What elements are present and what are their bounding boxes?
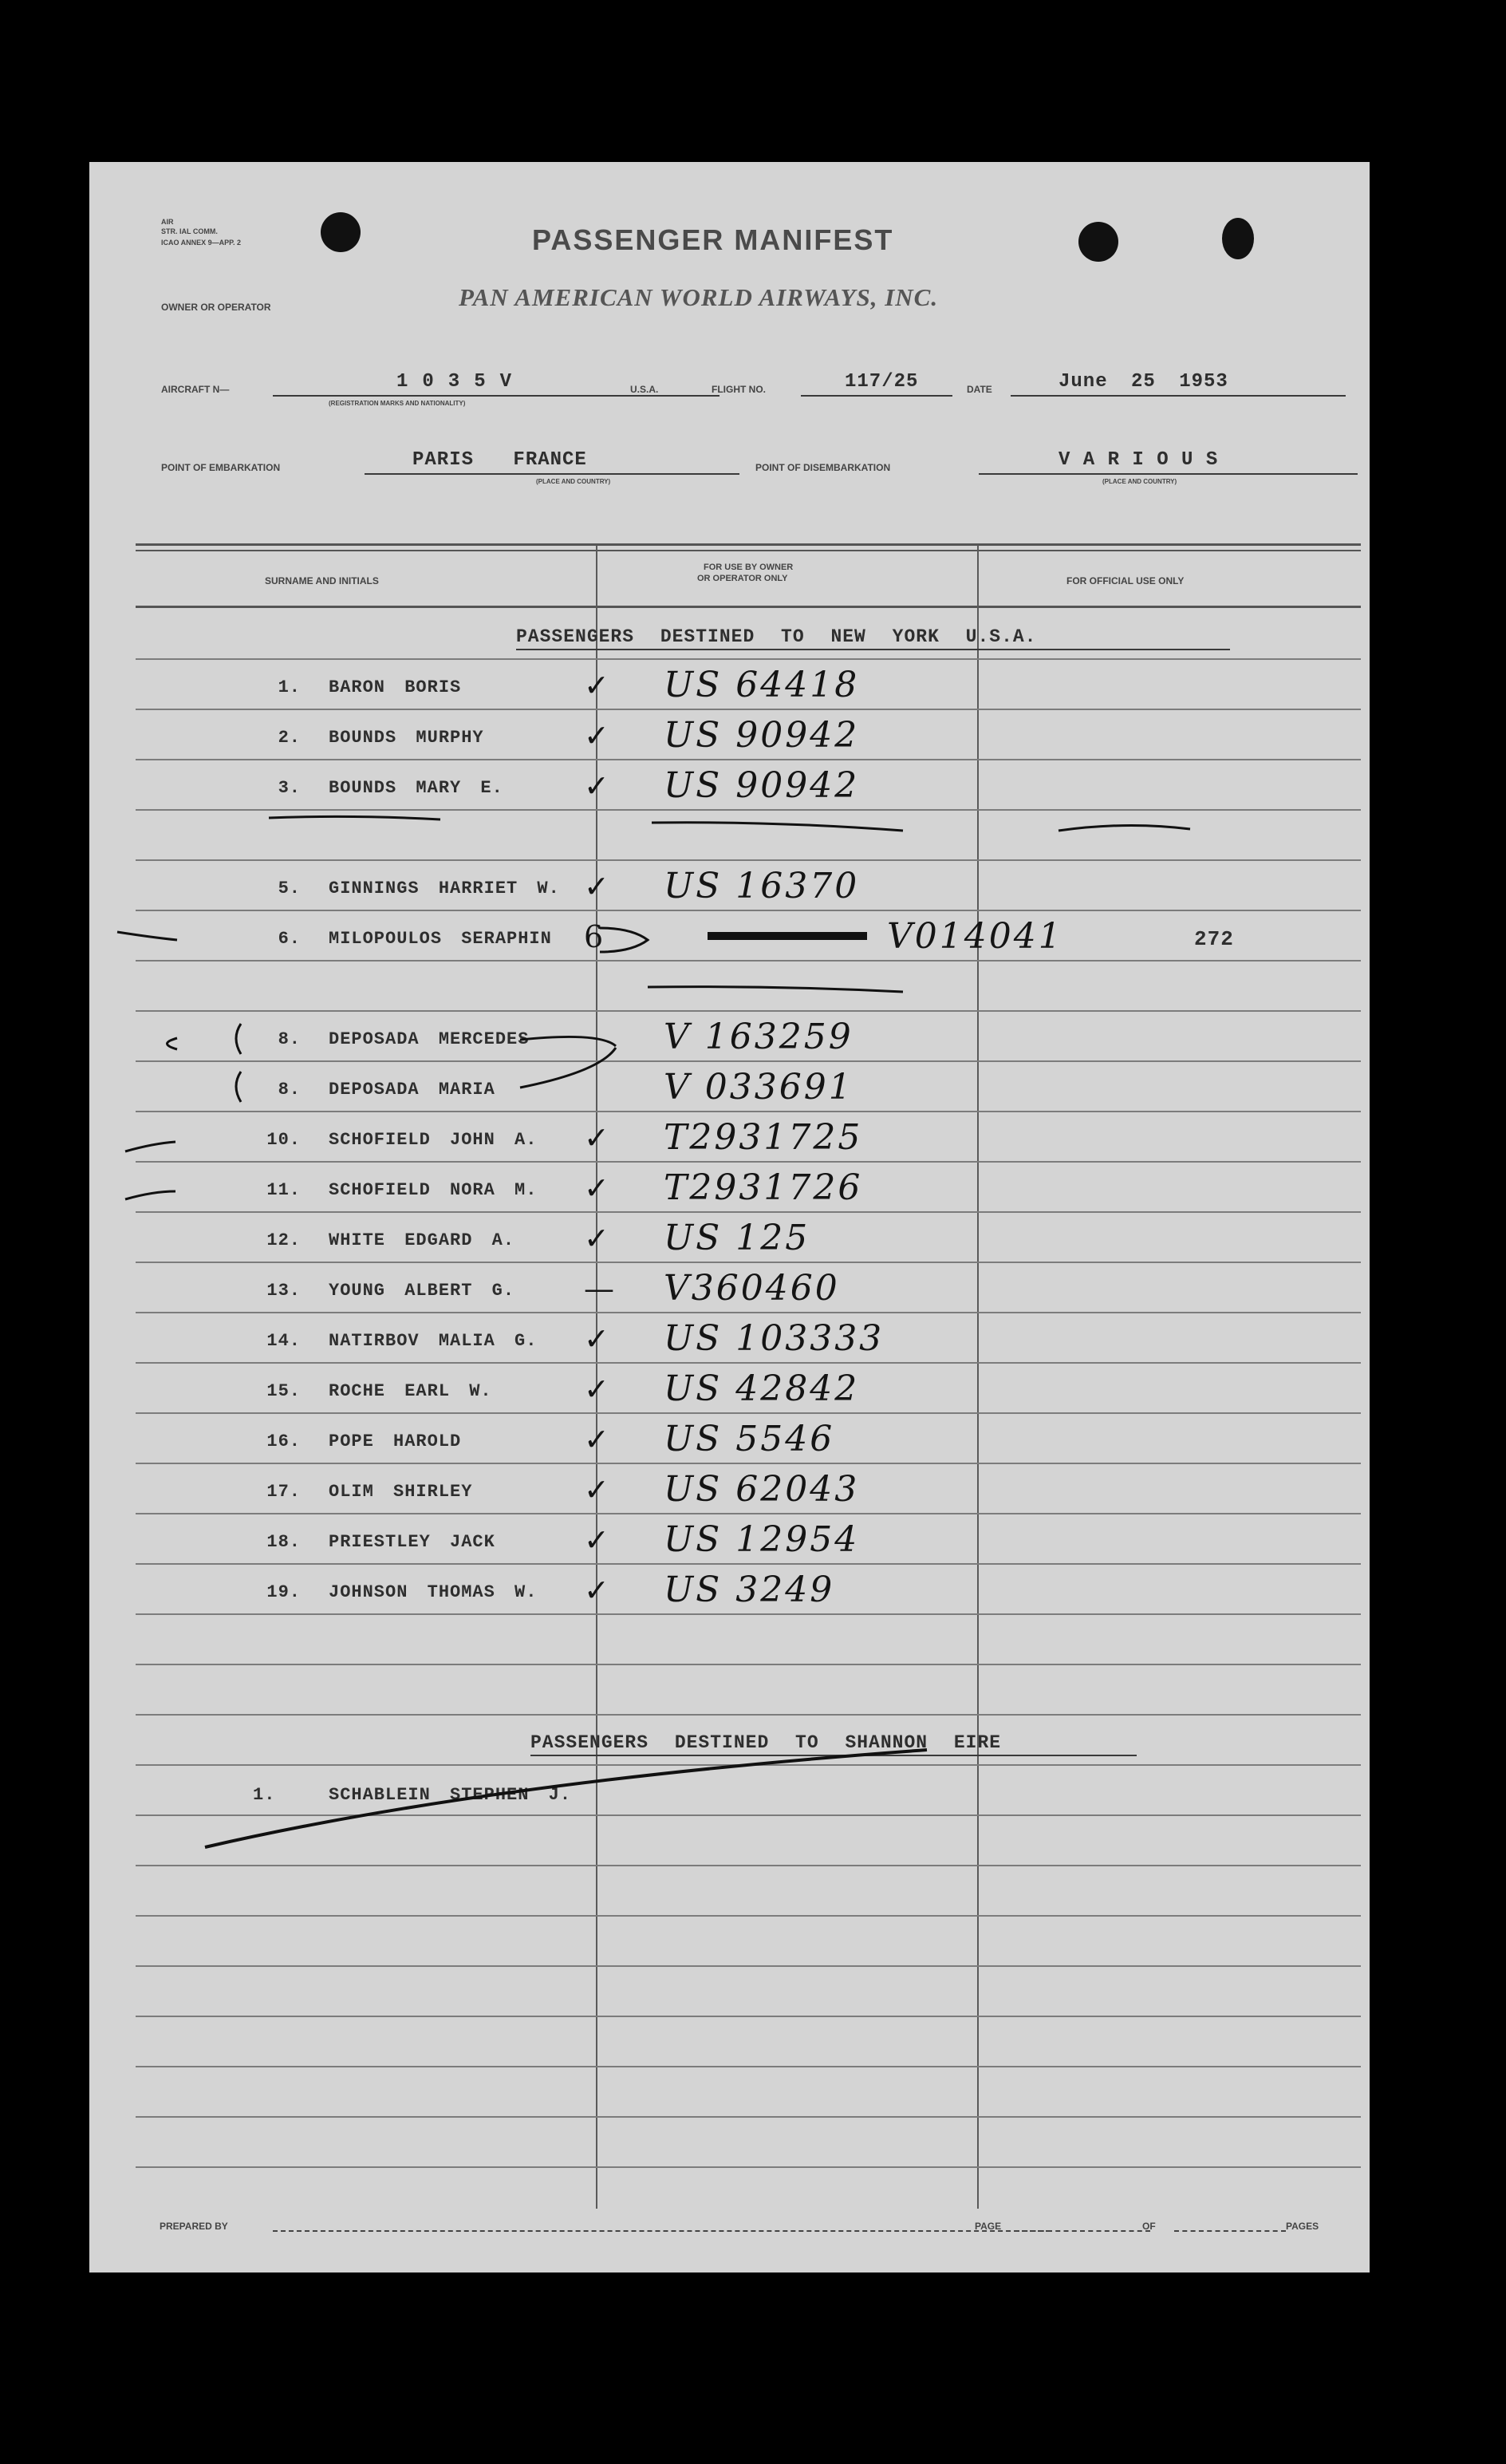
passenger-name: SCHABLEIN STEPHEN J. — [329, 1785, 572, 1805]
passenger-number: 1. — [253, 1785, 276, 1805]
passenger-name: ROCHE EARL W. — [329, 1381, 492, 1401]
passenger-number: 2. — [278, 728, 301, 748]
check-mark: ✓ — [584, 668, 609, 703]
passenger-number: 12. — [266, 1230, 301, 1250]
arrow-row8b — [520, 1048, 616, 1088]
check-mark: ✓ — [584, 718, 609, 753]
col1-header: SURNAME AND INITIALS — [265, 575, 379, 586]
document-number: US 16370 — [664, 866, 860, 906]
passenger-number: 3. — [278, 778, 301, 798]
passenger-name: YOUNG ALBERT G. — [329, 1281, 515, 1301]
handwriting-strokes — [89, 162, 1370, 2272]
blank-row-stroke-4 — [648, 987, 903, 992]
passenger-name: BOUNDS MURPHY — [329, 728, 484, 748]
check-mark: ✓ — [584, 1321, 609, 1356]
passenger-name: NATIRBOV MALIA G. — [329, 1331, 538, 1351]
passenger-name: OLIM SHIRLEY — [329, 1482, 473, 1502]
form-code-line3: ICAO ANNEX 9—APP. 2 — [161, 239, 242, 247]
check-mark: ✓ — [584, 768, 609, 804]
date-label: DATE — [967, 384, 992, 395]
document-number: US 12954 — [664, 1519, 860, 1560]
pages-label: PAGES — [1286, 2221, 1319, 2232]
document-number: US 90942 — [664, 765, 860, 806]
col3-header: FOR OFFICIAL USE ONLY — [1066, 575, 1185, 586]
blank-row-stroke-1 — [269, 816, 440, 819]
paren-row8a — [236, 1024, 241, 1054]
form-code-line1: AIR — [161, 218, 174, 226]
passenger-number: 8. — [278, 1029, 301, 1049]
passenger-number: 6. — [278, 929, 301, 949]
passenger-name: POPE HAROLD — [329, 1431, 462, 1451]
aircraft-sublabel: (REGISTRATION MARKS AND NATIONALITY) — [329, 400, 466, 407]
document-number: V 163259 — [664, 1017, 854, 1057]
disembark-label: POINT OF DISEMBARKATION — [755, 462, 891, 473]
blank-row-stroke-3 — [1059, 825, 1190, 831]
check-mark: ✓ — [584, 1522, 609, 1558]
passenger-number: 18. — [266, 1532, 301, 1552]
passenger-number: 5. — [278, 879, 301, 898]
document-number: T2931725 — [664, 1117, 863, 1158]
embark-label: POINT OF EMBARKATION — [161, 462, 281, 473]
owner-label: OWNER OR OPERATOR — [161, 302, 271, 313]
document-number: V 033691 — [664, 1067, 854, 1108]
document-number: US 5546 — [664, 1419, 835, 1459]
document-number: US 42842 — [664, 1368, 860, 1409]
check-mark: ✓ — [584, 1171, 609, 1206]
passenger-name: DEPOSADA MERCEDES — [329, 1029, 530, 1049]
passenger-name: DEPOSADA MARIA — [329, 1080, 495, 1100]
document-number: US 3249 — [664, 1570, 835, 1610]
section1-heading: PASSENGERS DESTINED TO NEW YORK U.S.A. — [516, 626, 1037, 647]
check-mark: ✓ — [584, 1573, 609, 1608]
passenger-name: SCHOFIELD JOHN A. — [329, 1130, 538, 1150]
check-mark: 6 — [584, 919, 604, 954]
check-mark: — — [584, 1271, 614, 1306]
aircraft-label: AIRCRAFT N— — [161, 384, 230, 395]
aircraft-value: 1035V — [396, 371, 526, 393]
passenger-name: GINNINGS HARRIET W. — [329, 879, 560, 898]
form-code-line2: STR. IAL COMM. — [161, 227, 218, 235]
embark-sublabel: (PLACE AND COUNTRY) — [536, 478, 611, 485]
page-title: PASSENGER MANIFEST — [532, 223, 894, 256]
manifest-sheet — [89, 162, 1370, 2272]
disembark-value: V A R I O U S — [1059, 449, 1219, 471]
check-mark: ✓ — [584, 1372, 609, 1407]
of-label: OF — [1142, 2221, 1156, 2232]
passenger-name: BARON BORIS — [329, 677, 462, 697]
document-number: V360460 — [664, 1268, 840, 1309]
passenger-name: MILOPOULOS SERAPHIN — [329, 929, 552, 949]
document-number: US 62043 — [664, 1469, 860, 1510]
passenger-name: PRIESTLEY JACK — [329, 1532, 495, 1552]
prepared-label: PREPARED BY — [160, 2221, 228, 2232]
passenger-number: 13. — [266, 1281, 301, 1301]
passenger-number: 17. — [266, 1482, 301, 1502]
document-number: US 90942 — [664, 715, 860, 756]
embark-value: PARIS FRANCE — [412, 449, 587, 471]
passenger-number: 1. — [278, 677, 301, 697]
page-label: PAGE — [975, 2221, 1002, 2232]
check-mark: ✓ — [584, 1472, 609, 1507]
check-mark: ✓ — [584, 1221, 609, 1256]
section2-strike — [205, 1750, 927, 1847]
paren-row8b — [236, 1072, 241, 1102]
arrow-row6 — [600, 928, 648, 952]
passenger-number: 19. — [266, 1582, 301, 1602]
col2-header-line1: FOR USE BY OWNER — [704, 563, 794, 572]
passenger-name: JOHNSON THOMAS W. — [329, 1582, 538, 1602]
passenger-name: SCHOFIELD NORA M. — [329, 1180, 538, 1200]
official-note: 272 — [1194, 927, 1234, 951]
check-mark: ✓ — [584, 1422, 609, 1457]
operator-name: PAN AMERICAN WORLD AIRWAYS, INC. — [459, 283, 939, 311]
passenger-number: 16. — [266, 1431, 301, 1451]
passenger-number: 15. — [266, 1381, 301, 1401]
passenger-number: 8. — [278, 1080, 301, 1100]
document-number: US 103333 — [664, 1318, 885, 1359]
document-number: US 125 — [664, 1218, 810, 1258]
passenger-name: WHITE EDGARD A. — [329, 1230, 515, 1250]
check-mark: ✓ — [584, 1120, 609, 1155]
margin-tick-row10 — [125, 1142, 175, 1151]
arrow-row8a — [520, 1037, 616, 1046]
usa-label: U.S.A. — [630, 384, 659, 395]
margin-tick-row11 — [125, 1191, 175, 1199]
passenger-number: 14. — [266, 1331, 301, 1351]
margin-tick-row8a — [168, 1038, 178, 1049]
document-number: T2931726 — [664, 1167, 863, 1208]
passenger-number: 11. — [266, 1180, 301, 1200]
flight-value: 117/25 — [845, 371, 919, 393]
flight-label: FLIGHT NO. — [712, 384, 766, 395]
col2-header-line2: OR OPERATOR ONLY — [697, 574, 788, 583]
passenger-number: 10. — [266, 1130, 301, 1150]
blank-row-stroke-2 — [652, 823, 903, 831]
check-mark: ✓ — [584, 869, 609, 904]
document-number: US 64418 — [664, 665, 860, 705]
document-number: V014041 — [887, 916, 1063, 957]
passenger-name: BOUNDS MARY E. — [329, 778, 503, 798]
margin-tick-row6 — [117, 932, 177, 940]
disembark-sublabel: (PLACE AND COUNTRY) — [1102, 478, 1177, 485]
date-value: June 25 1953 — [1059, 371, 1228, 393]
section2-heading: PASSENGERS DESTINED TO SHANNON EIRE — [530, 1732, 1002, 1753]
